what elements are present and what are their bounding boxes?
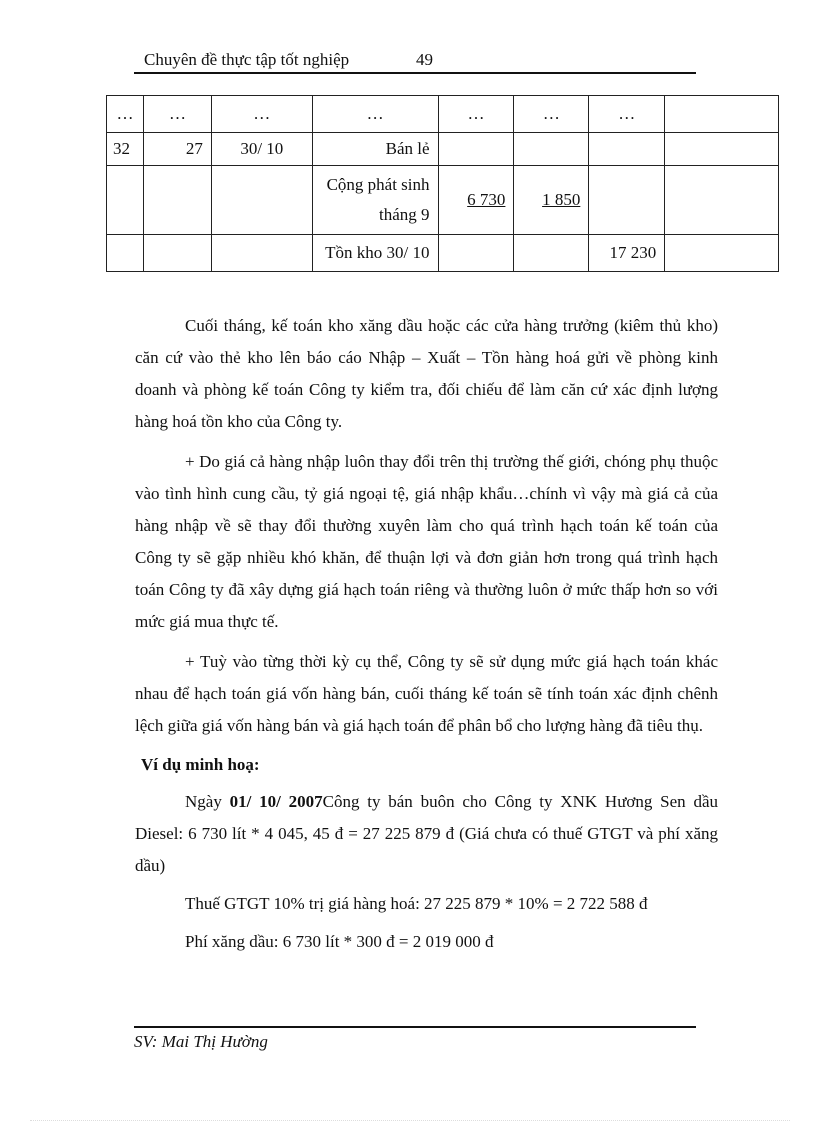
table-cell: 17 230 xyxy=(589,235,665,272)
table-cell: … xyxy=(312,96,438,133)
document-title: Chuyên đề thực tập tốt nghiệp xyxy=(144,50,350,69)
table-row xyxy=(107,133,779,166)
table-cell: 30/ 10 xyxy=(211,133,312,166)
page-bottom-border xyxy=(30,1120,790,1121)
table-cell xyxy=(589,133,665,166)
table-cell xyxy=(665,96,779,133)
table-cell xyxy=(312,166,438,235)
table-cell xyxy=(107,235,144,272)
sum-label-line-1: Cộng phát sinh xyxy=(326,175,430,194)
table-cell xyxy=(143,235,211,272)
table-row xyxy=(107,96,779,133)
inventory-ledger-table xyxy=(106,95,779,272)
sum-quantity-in: 6 730 xyxy=(467,190,506,209)
table-cell xyxy=(589,166,665,235)
table-cell: Tồn kho 30/ 10 xyxy=(312,235,438,272)
table-cell xyxy=(665,166,779,235)
footer-student-name: SV: Mai Thị Hường xyxy=(134,1032,268,1051)
table-cell: … xyxy=(438,96,514,133)
fee-line: Phí xăng dầu: 6 730 lít * 300 đ = 2 019 000 đ xyxy=(185,932,494,951)
paragraph: + Tuỳ vào từng thời kỳ cụ thể, Công ty sẽ sử dụng mức giá hạch toán khác nhau để hạch toán giá vốn hàng bán, cuối tháng kế toán sẽ tính toán xác định chênh lệch giữa giá vốn hàng bán và giá hạch toán để phân bổ cho lượng hàng đã tiêu thụ. xyxy=(135,652,718,735)
table-cell xyxy=(665,133,779,166)
example-heading: Ví dụ minh hoạ: xyxy=(141,755,260,774)
paragraph: Cuối tháng, kế toán kho xăng dầu hoặc các cửa hàng trưởng (kiêm thủ kho) căn cứ vào thẻ kho lên báo cáo Nhập – Xuất – Tồn hàng hoá gửi về phòng kinh doanh và phòng kế toán Công ty kiểm tra, đối chiếu để làm căn cứ xác định lượng hàng hoá tồn kho của Công ty. xyxy=(135,316,718,431)
table-cell xyxy=(211,166,312,235)
table-cell: 27 xyxy=(143,133,211,166)
table-cell: Bán lẻ xyxy=(312,133,438,166)
table-cell xyxy=(514,235,589,272)
table-cell: 32 xyxy=(107,133,144,166)
table-cell xyxy=(514,166,589,235)
sum-label-line-2: tháng 9 xyxy=(378,205,430,224)
example-sentence: Công ty bán buôn cho Công ty XNK Hương Sen dầu Diesel: 6 730 lít * 4 045, 45 đ = 27 225 879 đ (Giá chưa có thuế GTGT và phí xăng dầu) xyxy=(135,792,718,875)
page-number: 49 xyxy=(416,50,433,69)
table-row xyxy=(107,235,779,272)
table-cell xyxy=(438,235,514,272)
table-cell: … xyxy=(143,96,211,133)
table-cell xyxy=(665,235,779,272)
paragraph: + Do giá cả hàng nhập luôn thay đổi trên thị trường thế giới, chóng phụ thuộc vào tình hình cung cầu, tỷ giá ngoại tệ, giá nhập khẩu…chính vì vậy mà giá cả của hàng nhập về sẽ thay đổi thường xuyên làm cho quá trình hạch toán kế toán của Công ty sẽ gặp nhiều khó khăn, để thuận lợi và đơn giản hơn trong quá trình hạch toán Công ty đã xây dựng giá hạch toán riêng và thường luôn ở mức thấp hơn so với mức giá mua thực tế. xyxy=(135,452,718,631)
table-cell xyxy=(107,166,144,235)
table-cell: … xyxy=(107,96,144,133)
table-cell xyxy=(438,166,514,235)
page-header xyxy=(134,48,696,74)
sum-quantity-out: 1 850 xyxy=(542,190,581,209)
example-paragraph xyxy=(135,786,718,882)
example-date-prefix: Ngày xyxy=(185,792,230,811)
document-body xyxy=(135,310,718,958)
table-cell xyxy=(514,133,589,166)
table-cell: … xyxy=(211,96,312,133)
table-cell: … xyxy=(589,96,665,133)
table-cell xyxy=(143,166,211,235)
table-row xyxy=(107,166,779,235)
example-date: 01/ 10/ 2007 xyxy=(229,792,323,811)
footer-divider xyxy=(134,1026,696,1028)
table-cell: … xyxy=(514,96,589,133)
vat-line: Thuế GTGT 10% trị giá hàng hoá: 27 225 879 * 10% = 2 722 588 đ xyxy=(185,894,648,913)
table-cell xyxy=(211,235,312,272)
table-cell xyxy=(438,133,514,166)
